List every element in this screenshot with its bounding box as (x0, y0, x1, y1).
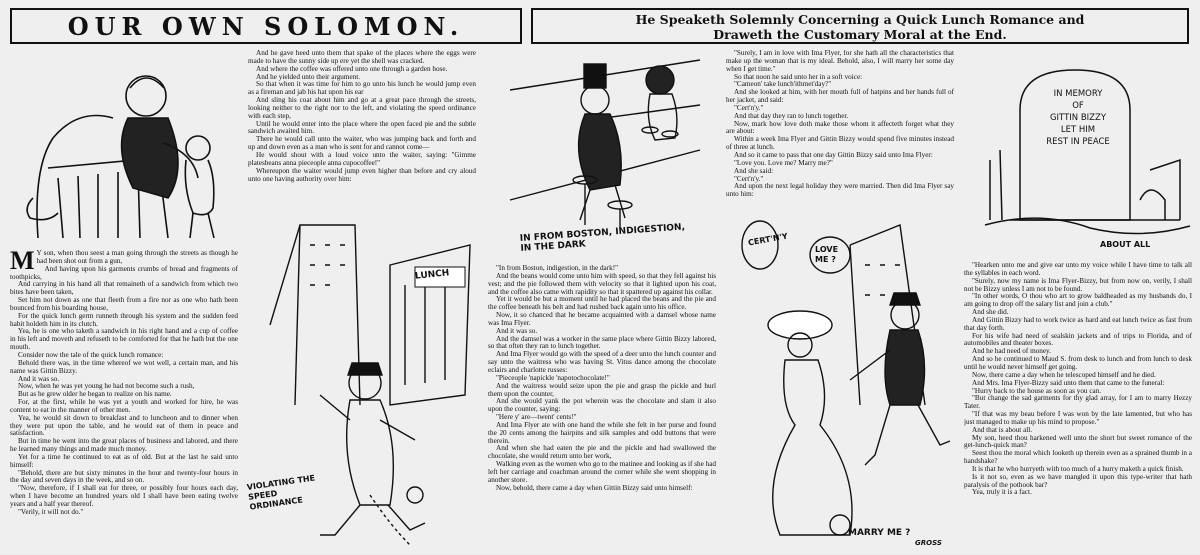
violating-caption: VIOLATING THE SPEED ORDINANCE (246, 473, 316, 512)
paragraph: For his wife had need of sealskin jackets and of trips to Florida, and of automobiles and theater boxes. (964, 331, 1192, 348)
paragraph: So that noon he said unto her in a soft voice: (734, 72, 863, 81)
paragraph: It is that he who hurryeth with too much of a hurry maketh a quick finish. (972, 464, 1184, 473)
paragraph: And Gittin Bizzy had to work twice as hard and eat lunch twice as fast from that day forth. (964, 315, 1192, 332)
paragraph: And it was so. (496, 326, 538, 335)
paragraph: And the beans would come unto him with speed, so that they fell against his vest; and the pie followed them with velocity so that it lighted upon his coat, and the coffee also came with rapidity so that it spattered up against his collar. (488, 271, 716, 296)
paragraph: So that when it was time for him to go unto his lunch he would jump even as a fireman and jab his hat upon his ear (248, 80, 476, 97)
about-all-caption: ABOUT ALL (1100, 240, 1151, 249)
tombstone-line: OF (1072, 101, 1084, 111)
subheadline (531, 8, 1189, 44)
paragraph: For, at the first, while he was yet a youth and worked for hire, he was content to eat in the manner of other men. (10, 398, 238, 414)
tombstone-line: IN MEMORY (1053, 89, 1103, 99)
paragraph: Now, when he was yet young he had not become such a rush, (18, 382, 195, 391)
paragraph: Walking even as the women who go to the matinee and looking as if she had left her carriage and coachman around the corner while she went shopping in another store. (488, 460, 716, 484)
paragraph: And sling his coat about him and go at a great pace through the streets, looking neither to the right nor to the left, and violating the speed ordinance with each step, (248, 96, 476, 120)
paragraph: "If that was my beau before I was won by the late lamented, but who has just managed to make up his mind to propose." (964, 410, 1192, 426)
paragraph: "In other words, O thou who art to grow baldheaded as my husbands do, I am going to drop off the salary list and join a club." (964, 292, 1192, 309)
paragraph: And the waitress would seize upon the pie and grasp the pickle and hurl them upon the counter, (488, 381, 716, 398)
paragraph: "Love you. Love me? Marry me?" (734, 158, 833, 167)
tombstone-line: LET HIM (1060, 125, 1096, 135)
paragraph: "Hearken unto me and give ear unto my voice while I have time to talk all the syllables in each word. (964, 262, 1192, 277)
article-column-1 (10, 250, 238, 552)
paragraph: And he yielded unto their argument. (256, 72, 361, 81)
paragraph: Is it not so, even as we have mangled it upon this type-writer that hath paralysis of the pothook bar? (964, 472, 1192, 489)
paragraph: And she did. (972, 308, 1009, 317)
paragraph: Yea, he is one who taketh a sandwich in his right hand and a cup of coffee in his left and moveth and refuseth to be comforted for that he hath but the one mouth. (10, 327, 238, 352)
paragraph: M Y son, when thou seest a man going through the streets as though he had been shot out from a gun, (10, 250, 238, 275)
tombstone-inscription (1030, 88, 1126, 148)
tombstone-line: REST IN PEACE (1046, 137, 1110, 147)
article-column-3 (488, 265, 716, 555)
paragraph: And upon the next legal holiday they were married. Then did Ima Flyer say unto him: (726, 182, 954, 199)
certny-speech: CERT'N'Y (747, 231, 789, 248)
paragraph: Yea, he would sit down to breakfast and to luncheon and to dinner when they were put upon the table, and he would eat of them in peace and satisfaction. (10, 413, 238, 438)
paragraph: "Pieceople 'napickle 'napotochocolate!" (496, 373, 610, 382)
paragraph: "Verily, it will not do." (18, 507, 84, 516)
paragraph: "Cameon' take lunch'ithmet'day?" (734, 80, 832, 89)
article-column-4 (726, 50, 954, 200)
paragraph: And so it came to pass that one day Gittin Bizzy said unto Ima Flyer: (734, 150, 933, 159)
paragraph: And it was so. (18, 374, 60, 383)
paragraph: Yea, truly it is a fact. (972, 488, 1032, 497)
paragraph: Seest thou the moral which looketh up therein even as a sprained thumb in a handshake? (964, 449, 1192, 466)
article-column-2 (248, 50, 476, 200)
paragraph: And Mrs. Ima Flyer-Bizzy said unto them that came to the funeral: (972, 378, 1165, 387)
paragraph: And that is about all. (972, 425, 1033, 434)
paragraph: Behold there was, in the time whereof we wot well, a certain man, and his name was Gittin Bizzy. (10, 358, 238, 375)
paragraph: "In from Boston, indigestion, in the dark!" (496, 265, 619, 272)
paragraph: And that day they ran to lunch together. (734, 111, 849, 120)
illustration-lunch-counter (500, 50, 710, 230)
love-me-speech: LOVE ME ? (815, 245, 839, 264)
paragraph: "Here y' are—twent' cents!" (496, 413, 577, 422)
marry-me-caption: MARRY ME ? (848, 528, 911, 538)
paragraph: And she looked at him, with her mouth full of hatpins and her hands full of her jacket, and said: (726, 88, 954, 105)
paragraph: And he gave heed unto them that spake of the places where the eggs were made to have the sunny side up ere yet the shell was cracked. (248, 50, 476, 65)
indigestion-caption: IN FROM BOSTON, INDIGESTION, IN THE DARK (519, 222, 686, 254)
paragraph: Now, it so chanced that he became acquainted with a damsel whose name was Ima Flyer. (488, 311, 716, 327)
paragraph: Yet it would be but a moment until he had placed the beans and the pie and the coffee beneath his belt and had rushed back again unto his office. (488, 295, 716, 312)
paragraph: And Ima Flyer would go with the speed of a deer unto the lunch counter and say unto the waitress who was having St. Vitus dance among the chocolate eclairs and charlotte russes: (488, 350, 716, 374)
paragraph: And the damsel was a worker in the same place where Gittin Bizzy labored, so that often they ran to lunch together. (488, 334, 716, 351)
paragraph: "Now, therefore, if I shall eat for three, or possibly four hours each day, when I have become an hundred years old I shall have been eating twelve years and a half year thereof. (10, 484, 238, 508)
paragraph: Within a week Ima Flyer and Gittin Bizzy would spend five minutes instead of three at lunch. (726, 135, 954, 152)
tombstone-line: GITTIN BIZZY (1049, 113, 1107, 123)
subheadline-line-1: He Speaketh Solemnly Concerning a Quick Lunch Romance and (635, 12, 1085, 27)
artist-signature: GROSS (915, 539, 942, 547)
paragraph: Now, mark how love doth make those whom it affecteth forget what they are about: (726, 119, 954, 136)
paragraph: Consider now the tale of the quick lunch romance: (18, 350, 164, 359)
illustration-father-and-son (18, 48, 228, 248)
paragraph: "Surely, now my name is Ima Flyer-Bizzy, but from now on, verily, I shall not be Bizzy unless I am not to be found. (964, 276, 1192, 293)
paragraph: For the quick lunch germ runneth through his system and the sudden feed habit holdeth him in its clutch. (10, 311, 238, 328)
paragraph: But as he grew older he began to realize on his name. (18, 390, 172, 399)
page-title: OUR OWN SOLOMON. (10, 8, 522, 44)
paragraph: Yet for a time he continued to eat as of old. But at the last he said unto himself: (10, 452, 238, 469)
illustration-couple-running (740, 205, 960, 550)
paragraph: "But change the sad garments for thy glad array, for I am to marry Hezzy Tater. (964, 394, 1192, 411)
paragraph: And where the coffee was offered unto one through a garden hose. (256, 64, 448, 73)
subheadline-line-2: Draweth the Customary Moral at the End. (713, 27, 1007, 42)
paragraph: "Cert'n'y." (734, 103, 764, 112)
paragraph: And carrying in his hand all that remaineth of a sandwich from which two bites have been taken, (10, 280, 238, 297)
paragraph: But in time he went into the great places of business and labored, and there he learned many things and made much money. (10, 437, 238, 454)
paragraph: "Surely, I am in love with Ima Flyer, for she hath all the characteristics that make up the woman that is my ideal. Behold, also, I will marry her some day when I get time." (726, 50, 954, 73)
paragraph: And Ima Flyer ate with one hand the while she felt in her purse and found the 20 cents among the hairpins and silk samples and odd buttons that were therein. (488, 420, 716, 445)
paragraph: There he would call unto the waiter, who was jumping back and forth and up and down even as a man who is sent for and cannot come— (248, 135, 476, 152)
paragraph: He would shout with a loud voice unto the waiter, saying: "Gimme platesbeans anna pieceople anna cupocoffee!" (248, 150, 476, 167)
paragraph: My son, heed thou harkened well unto the short but sweet romance of the get-lunch-quick man? (964, 433, 1192, 450)
article-column-5 (964, 262, 1192, 554)
paragraph: Whereupon the waiter would jump even higher than before and cry aloud unto one having authority over him: (248, 166, 476, 183)
lunch-sign-label: LUNCH (414, 268, 450, 282)
paragraph: And she said: (734, 166, 774, 175)
drop-cap: M (10, 250, 35, 275)
paragraph: And having upon his garments crumbs of bread and fragments of toothpicks, (10, 264, 238, 281)
paragraph: "Behold, there are but sixty minutes in the hour and twenty-four hours in the day and seven days in the week, and so on. (10, 468, 238, 485)
paragraph: And he had need of money. (972, 347, 1051, 356)
paragraph: "Hurry back to the house as soon as you can. (972, 386, 1102, 395)
paragraph: Until he would enter into the place where the open faced pie and the subtle sandwich awaited him. (248, 119, 476, 136)
paragraph: And when she had eaten the pie and the pickle and had swallowed the chocolate, she would return unto her work, (488, 444, 716, 461)
paragraph: And so he continued to Maud S. from desk to lunch and from lunch to desk until he would never himself get going. (964, 355, 1192, 371)
paragraph: Now, behold, there came a day when Gittin Bizzy said unto himself: (496, 483, 693, 492)
paragraph: Now, there came a day when he telescoped himself and he died. (972, 370, 1156, 379)
paragraph: "Cert'n'y." (734, 174, 764, 183)
paragraph: Set him not down as one that fleeth from a fire nor as one who hath been bounced from his boarding house, (10, 296, 238, 312)
paragraph: And she would yank the pot wherein was the chocolate and slam it also upon the counter, saying: (488, 397, 716, 414)
